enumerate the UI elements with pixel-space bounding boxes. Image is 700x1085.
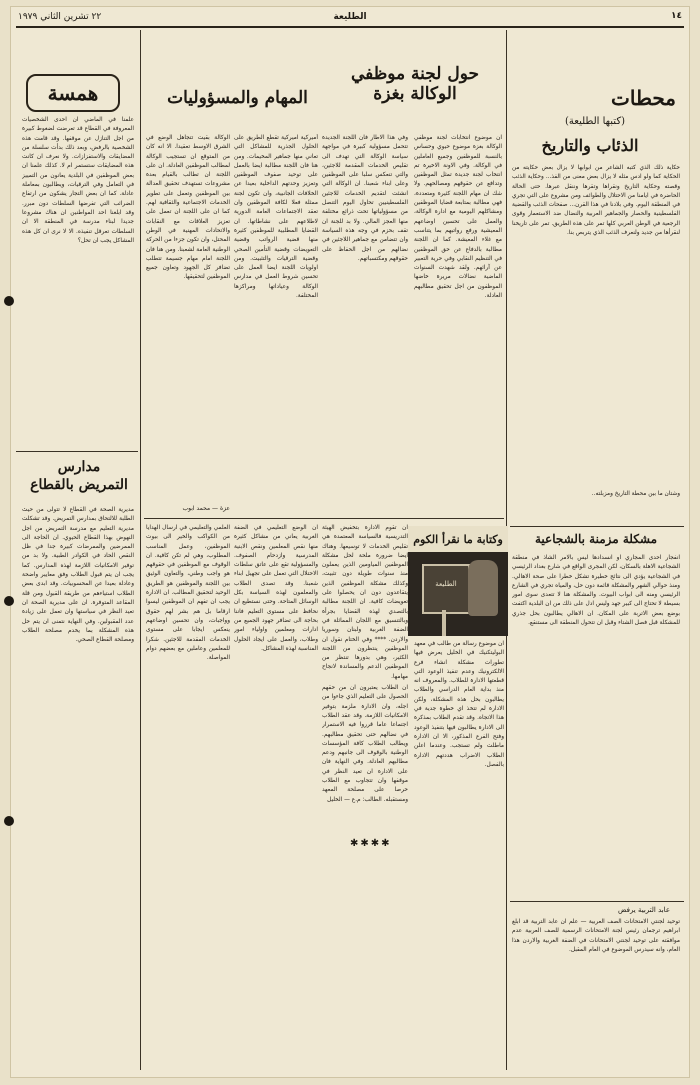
article-text: الوكالة بقيت تتجاهل الوضع في الشرق الاوسط تعقيدا. الا انه كان من المتوقع ان تستجيب الوكالة لمطالب الموظفين العادلة. ان على اللجنة ان تطالب بالقيام بعدة مشروعات تستهدف تحقيق العدالة بين الموظفين وتعمل على تطوير الخدمات الاجتماعية والثقافية لهم. كما ان على اللجنة ان تعمل على تعزيز العلاقات مع النقابات والاتحادات المهنية في الوطن المحتل، وان تكون جزءا من الحركة الوطنية العامة لشعبنا. ومن هنا فان اللجنة امام مهام جسيمة تتطلب تضافر كل الجهود وتعاون جميع الموظفين لتحقيقها. (146, 135, 230, 281)
article-body-nursing (22, 506, 134, 1068)
article-text: انفجار احدى المجاري او انسدادها ليس بالامر الشاذ في منطقة الشجاعية الاهلة بالسكان، لكن المجرى الواقع في شارع بغداد الرئيسي في الشجاعية يؤدي الى نتائج خطيرة تشكل خطرا على صحة الاهالي. ومنذ حوالي الشهر والمشكلة قائمة دون حل، والمياه تجري في الشارع الرئيسي ومنه الى ابواب البيوت. والمشكلة هنا لا تتعدى سوى امور بسيطة لا تحتاج الى كبير جهد وليس ادل على ذلك من ان البلدية اكتفت بوضع بعض الاتربة على المكان. ان الاهالي يطالبون بحل جذري للمشكلة قبل فصل الشتاء وقبل ان تتحول المنطقة الى مستنقع. (512, 555, 680, 627)
headline-nursing (24, 458, 134, 494)
section-divider (16, 451, 138, 452)
headline-line: الوكالة بغزة (373, 84, 457, 104)
issue-date: ٢٢ تشرين الثاني ١٩٧٩ (18, 12, 102, 22)
section-divider (510, 526, 684, 527)
article-column (146, 524, 230, 1068)
article-column (322, 134, 408, 514)
article-signature (146, 504, 230, 516)
article-body-education (512, 918, 680, 1068)
article-text: مديرية الصحة في القطاع لا تتولى من حيث الطلبة للالتحاق بمدارس التمريض. وقد تشكلت مديرية التعليم مع مدرسة التمريض من اجل النهوض بهذا القطاع الحيوي. ان الحاجة الى الممرضين والممرضات كبيرة جدا في ظل النقص الحاد في الكوادر الطبية. ولا بد من توفير الامكانيات اللازمة لهذه المدارس. كما يجب ان يتم قبول الطلاب وفق معايير واضحة وعادلة بعيدا عن المحسوبيات. وقد ابدى بعض الطلاب استياءهم من طريقة القبول ومن قلة المقاعد المتوفرة. ان على مديرية الصحة ان تعيد النظر في سياستها وان تعمل على زيادة عدد المقبولين. وفي النهاية نتمنى ان يتم حل هذه المشكلة بما يخدم مصلحة الطلاب ومصلحة القطاع الصحي. (22, 507, 134, 644)
separator-stars: ✱✱✱✱ (350, 838, 392, 849)
article-title-wolves: الذئاب والتاريخ (541, 136, 639, 155)
article-column (234, 134, 318, 514)
headline-line: التمريض بالقطاع (30, 477, 128, 493)
whisper-column-body (22, 116, 134, 446)
article-text: علمنا في الماضي ان احدى الشخصيات المعروفة في القطاع قد تعرضت لضغوط كبيرة من اجل التنازل عن موقفها. وقد قامت هذه الشخصية بالرفض، وبعد ذلك بدأت سلسلة من المضايقات والاستفزازات. ولا نعرف ان كانت هذه المضايقات ستستمر ام لا. كذلك علمنا ان بعض الموظفين في البلدية يعانون من التمييز في التعامل وفي الترقيات، ويطالبون بمعاملة عادلة. كما ان بعض التجار يشكون من ارتفاع الضرائب التي تفرضها السلطات دون مبرر. وقد ابلغنا احد المواطنين ان هناك مشروعا جديدا لبناء مدرسة في المنطقة الا ان السلطات تعرقل تنفيذه. الا لا نرى ان كل هذه المشاكل يجب ان تحل؟ (22, 117, 134, 244)
headline-duties: المهام والمسؤوليات (167, 88, 308, 108)
binding-hole (4, 296, 14, 306)
article-column (414, 134, 502, 514)
article-ending (512, 490, 680, 520)
headline-line: مدارس (57, 459, 101, 475)
article-text: وفي هذا الاطار فان اللجنة الجديدة تتحمل مسؤولية كبيرة في مواجهة سياسة الوكالة التي تهدف الى تقليص الخدمات المقدمة للاجئين، والتي تنعكس سلبا على الموظفين وعلى ابناء شعبنا. ان الوكالة التي انشئت لتقديم الخدمات للاجئين الفلسطينيين تحاول اليوم التنصل من مسؤولياتها تحت ذرائع مختلفة منها العجز المالي. ولا بد للجنة ان تقف بحزم في وجه هذه السياسة وان تتضامن مع جماهير اللاجئين في نضالهم من اجل الحفاظ على حقوقهم ومكتسباتهم. (322, 135, 408, 262)
binding-hole (4, 596, 14, 606)
signature-text: عزة — محمد ابوب (182, 505, 230, 512)
article-column (146, 134, 230, 504)
page-number: ١٤ (671, 11, 682, 21)
article-column (414, 640, 504, 1068)
photo-sign (422, 564, 470, 614)
article-body-shujaiya (512, 554, 680, 894)
photo-banner: وكتابة ما نقرأ الكوم (408, 526, 508, 552)
article-column (322, 524, 408, 1068)
photo-hand (468, 560, 498, 616)
article-text: ان الطلاب يعتبرون ان من حقهم الحصول على التعليم الذي جاءوا من اجله، وان الادارة ملزمة بتوفير الامكانيات اللازمة. وقد عقد الطلاب اجتماعا عاما قرروا فيه الاستمرار في نضالهم حتى تحقيق مطالبهم. ويطالب الطلاب كافة المؤسسات الوطنية بالوقوف الى جانبهم ودعم مطالبهم العادلة. وفي النهاية فان على الادارة ان تعيد النظر في موقفها وان تتجاوب مع الطلاب حرصا على مصلحة المعهد ومستقبله. الطالب: م.ع — الخليل (322, 685, 408, 803)
binding-hole (4, 816, 14, 826)
article-text: ان موضوع رسالة من طالب في معهد البوليتكنيك في الخليل يعرض فيها تطورات مشكلة انشاء فرع الالكترونيك وعدم تنفيذ الوعود التي قطعتها الادارة للطلاب. والمعروف انه منذ بداية العام الدراسي والطلاب يطالبون بحل هذه المشكلة، ولكن الادارة لم تتخذ اي خطوة جدية في هذا الاتجاه. وقد تقدم الطلاب بمذكرة الى الادارة يطالبون فيها بتنفيذ الوعود وفتح الفرع المذكور، الا ان الادارة ماطلت ولم تستجب. وعندما اعلن الطلاب الاضراب هددتهم الادارة بالفصل. (414, 641, 504, 768)
article-text: توحيد لجنتي الامتحانات الصف العربية — علم ان عابد التربية قد ابلغ ابراهيم ترجمان رئيس لجنة الامتحانات الرسمية للصف العربية عدم موافقته على توحيد لجنتي الامتحانات في الضفة الغربية والاردن هذا العام، وانه سيدرس الموضوع في العام المقبل. (512, 919, 680, 953)
article-text: حكاية ذلك الذي كتبه الشاعر من ابوابها لا يزال بعض حكايته من الحكاية كما ولو ادس مثله لا يزال بعض معنى من الفذ... وحكاية الذئب وقصته وحكاية التاريخ ونقراها وتقرها وننقل عبرها. حتى الحالة الحاضرة في ايامنا من الاحتلال والطوائف ومن مشروع على التي تجري في المنطقة اليوم. وفي بلادنا في هذا القرن... صفحات الذئب والقضية الفلسطينية والحصار والجماهير العربية والنضال ضد الاستعمار وقوى الرجعية في الوطن العربي كلها تمر على هذه الطريق. تمر على تاريخنا لنقرأها من جديد ولنعرف الذئب الذي يتربص بنا. (512, 165, 680, 237)
section-divider (144, 518, 504, 519)
column-logo-hamsa (26, 74, 120, 112)
article-text: ان تقوم الادارة بتخفيض الهيئة التدريسية فالسياسة المعتمدة هي تقليص الخدمات لا توسيعها. وهناك ايضا ضرورة ملحة لحل مشكلة الموظفين المياومين الذين يعملون منذ سنوات طويلة دون تثبيت، وكذلك مشكلة الموظفين الذين يتقاعدون دون ان يحصلوا على تعويضات كافية. ان اللجنة مطالبة بالتصدي لهذه القضايا بجرأة وبالتنسيق مع اللجان المماثلة في الضفة الغربية ولبنان وسوريا والاردن. **** وفي الختام نقول ان الموظفين ينتظرون من اللجنة الكثير، وهي بدورها تنتظر من الموظفين الدعم والمساندة لانجاح مهامها. (322, 525, 408, 680)
article-title-shujaiya: مشكلة مزمنة بالشجاعية (534, 532, 658, 546)
paper-name: الطليعة (333, 12, 367, 22)
column-title-mahattat: محطات (611, 86, 676, 110)
article-column (234, 524, 318, 1068)
photo-cartoon (408, 526, 508, 636)
headline-line: حول لجنة موظفي (350, 64, 480, 84)
photo-sign-text: الطليعة (435, 580, 457, 588)
logo-text: همسة (47, 81, 99, 105)
newspaper-page (10, 6, 690, 1078)
article-text: أميركية اميركية تقطع الطريق على الحلول الجذرية للمشاكل التي تعاني منها جماهير المخيمات. ومن هنا فان اللجنة مطالبة ايضا بالعمل على توحيد صفوف الموظفين وتعزيز وحدتهم الداخلية بعيدا عن الخلافات الجانبية، وان تكون لجنة ممثلة فعلا لكافة الموظفين وان تعقد الاجتماعات العامة الدورية لاطلاعهم على نشاطاتها. ان القضايا المطلبية للموظفين كثيرة منها قضية الرواتب وقضية التعويضات وقضية التأمين الصحي وقضية الترقيات والتثبيت. ومن اولويات اللجنة ايضا العمل على تحسين شروط العمل في مدارس الوكالة وعياداتها ومراكزها المختلفة. (234, 135, 318, 300)
section-divider (510, 901, 684, 902)
article-text: ان الوضع التعليمي في الضفة الغربية يعاني من مشاكل كثيرة منها نقص المعلمين ونقص الابنية المدرسية وازدحام الصفوف. والمسؤولية تقع على عاتق سلطات الاحتلال التي تعمل على تجهيل ابناء شعبنا. وقد تصدى الطلاب والمعلمون لهذه السياسة بكل الوسائل المتاحة. وحتى نستطيع ان نحافظ على مستوى التعليم فاننا بحاجة الى تضافر جهود الجميع من ادارات ومعلمين واولياء امور وطلاب، والعمل على ايجاد الحلول المناسبة لهذه المشاكل. (234, 525, 318, 652)
column-byline: (كتبها الطليعة) (565, 116, 625, 127)
article-text: وشتان ما بين محطة التاريخ ومزبلته.. (591, 491, 680, 497)
article-body-wolves (512, 164, 680, 486)
article-text: العلمي والتعليمي في ارسال الهدايا من الكواكب والخير الى بيوت الموظفين، وعمل المناسب المطلوب، وهي لم تكن كافية. ان الوقوف مع الموظفين في حقوقهم هو واجب وطني، والتعاون الوثيق بين اللجنة والموظفين هو الطريق الوحيد لتحقيق المطالب. ان الادارة يجب ان تفهم ان الموظفين ليسوا ارقاما بل هم بشر لهم حقوق وواجبات، وان تحسين اوضاعهم ينعكس ايجابا على مستوى الخدمات المقدمة للاجئين. شكرا للمعلمين وعاملين مع بعضهم دوام المواصلة. (146, 525, 230, 662)
article-text: ان موضوع انتخابات لجنة موظفي الوكالة بغزة موضوع حيوي وحساس بالنسبة للموظفين وجميع العاملين في الوكالة. وفي الاونة الاخيرة تم انتخاب لجنة جديدة تمثل الموظفين وتدافع عن حقوقهم ومصالحهم. ولا شك ان مهام اللجنة كثيرة ومتعددة، فهي مطالبة بمتابعة قضايا الموظفين ومشاكلهم اليومية مع ادارة الوكالة، والعمل على تحسين اوضاعهم المعيشية ورفع رواتبهم بما يتناسب مع غلاء المعيشة. كما ان اللجنة مطالبة بالدفاع عن حق الموظفين في التنظيم النقابي وفي حرية التعبير عن آرائهم. ولقد شهدت السنوات الماضية نضالات مريرة خاضها الموظفون من اجل تحقيق مطالبهم العادلة. (414, 135, 502, 300)
photo-pole (442, 610, 446, 636)
column-rule (140, 30, 141, 1070)
page-header (16, 10, 684, 28)
article-title-education: عابد التربية يرفض (618, 906, 670, 914)
headline-committee (330, 64, 500, 104)
